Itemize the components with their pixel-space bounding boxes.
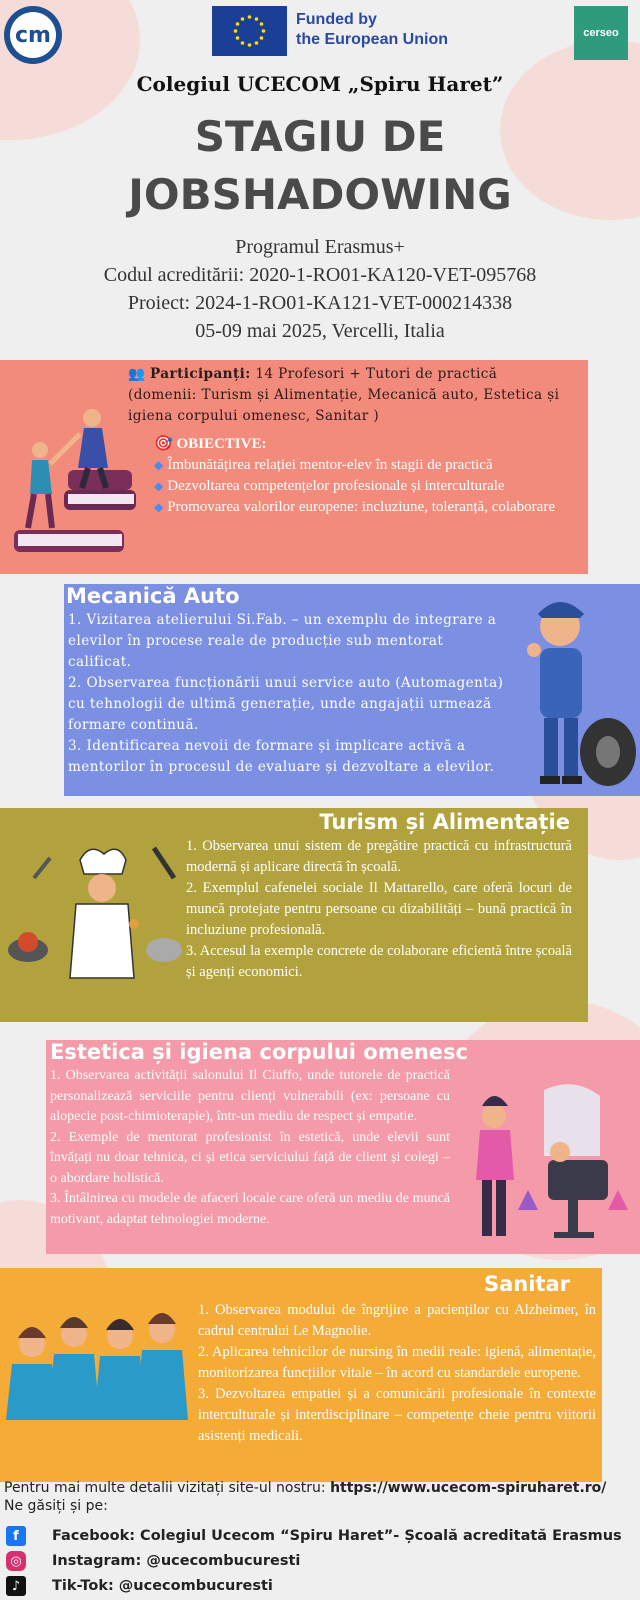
tiktok-icon: ♪ [6, 1576, 26, 1596]
instagram-label[interactable]: Instagram: @ucecombucuresti [52, 1553, 301, 1569]
mecanica-item: 1. Vizitarea atelierului Si.Fab. – un exemplu de integrare a elevilor în procese reale de producție sub mentorat calificat. [68, 612, 497, 670]
sanitar-item: 1. Observarea modului de îngrijire a pacienților cu Alzheimer, în cadrul centrului Le Magnolie. [198, 1302, 596, 1339]
mecanica-title: Mecanică Auto [66, 584, 240, 608]
program-name: Programul Erasmus+ [235, 236, 405, 258]
sanitar-panel [0, 1268, 602, 1482]
turism-text [186, 836, 572, 983]
eu-flag-icon [212, 6, 287, 56]
facebook-label[interactable]: Facebook: Colegiul Ucecom “Spiru Haret”- Școală acreditată Erasmus [52, 1528, 622, 1544]
page-title [0, 108, 640, 224]
sanitar-item: 2. Aplicarea tehnicilor de nursing în medii reale: igienă, alimentație, monitorizarea funcțiilor vitale – în acord cu standardele europene. [198, 1344, 596, 1381]
event-dates: 05-09 mai 2025, Vercelli, Italia [195, 320, 445, 342]
title-line-1: STAGIU DE [194, 112, 446, 161]
instagram-row[interactable] [6, 1551, 300, 1571]
mecanica-item: 3. Identificarea nevoii de formare și implicare activă a mentorilor în procesul de evaluare și dezvoltare a elevilor. [68, 738, 495, 775]
participants-detail: 14 Profesori + Tutori de practică (domenii: Turism și Alimentație, Mecanică auto, Estetica și igiena corpului omenesc, Sanitar ) [128, 366, 560, 424]
participants-panel [0, 360, 588, 574]
target-icon: 🎯 [154, 436, 177, 452]
website-link[interactable]: https://www.ucecom-spiruharet.ro/ [330, 1480, 607, 1496]
mecanica-text [68, 610, 510, 778]
nurses-illustration [2, 1304, 194, 1424]
eu-line-2: the European Union [296, 31, 448, 48]
more-details-line [4, 1480, 640, 1496]
estetica-panel [46, 1040, 640, 1254]
mecanica-auto-panel [64, 584, 640, 796]
more-details-text: Pentru mai multe detalii vizitați site-ul nostru: [4, 1480, 331, 1496]
sanitar-text [198, 1300, 596, 1447]
accreditation-code: Codul acreditării: 2020-1-RO01-KA120-VET-095768 [103, 264, 537, 286]
participants-text [128, 364, 568, 427]
mechanic-illustration [500, 592, 640, 792]
participants-label: Participanți: [150, 366, 251, 382]
facebook-icon: f [6, 1526, 26, 1546]
instagram-icon: ◎ [6, 1551, 26, 1571]
sanitar-title: Sanitar [483, 1272, 570, 1296]
turism-item: 2. Exemplul cafenelei sociale Il Mattarello, care oferă locuri de muncă protejate pentru persoane cu dizabilități – bună practică în incluziune profesională. [186, 880, 572, 938]
objective-item: ◆ Dezvoltarea competențelor profesionale și interculturale [154, 478, 505, 494]
chef-illustration [4, 838, 190, 988]
school-logo-text: cm [10, 12, 56, 58]
school-logo [4, 6, 62, 64]
objectives-heading: 🎯 OBIECTIVE: [154, 436, 267, 452]
objective-item: ◆ Promovarea valorilor europene: incluziune, toleranță, colaborare [154, 499, 555, 515]
turism-title: Turism și Alimentație [319, 810, 570, 834]
title-line-2: JOBSHADOWING [128, 170, 512, 219]
diamond-icon: ◆ [154, 500, 164, 514]
estetica-item: 3. Întâlnirea cu modele de afaceri locale care oferă un mediu de muncă motivant, adaptat tehnologiei moderne. [50, 1191, 450, 1227]
mecanica-item: 2. Observarea funcționării unui service auto (Automagenta) cu tehnologii de ultimă generație, unde angajații urmează formare continuă. [68, 675, 504, 733]
footer [4, 1480, 640, 1514]
turism-panel [0, 808, 588, 1022]
find-us-text: Ne găsiți și pe: [4, 1498, 108, 1514]
college-name: Colegiul UCECOM „Spiru Haret” [136, 72, 504, 96]
diamond-icon: ◆ [154, 458, 164, 472]
turism-item: 1. Observarea unui sistem de pregătire practică cu infrastructură modernă și aplicare directă în școală. [186, 838, 572, 875]
participants-icon: 👥 [128, 366, 151, 382]
diamond-icon: ◆ [154, 479, 164, 493]
facebook-row[interactable] [6, 1526, 622, 1546]
estetica-item: 2. Exemple de mentorat profesionist în estetică, unde elevii sunt învățați nu doar tehnica, ci și etica serviciului față de client și colegi – o abordare holistică. [50, 1129, 450, 1186]
eu-funding-label [296, 10, 448, 50]
mentoring-illustration [4, 390, 140, 570]
cerseo-logo: cerseo [574, 6, 628, 60]
estetica-item: 1. Observarea activității salonului Il Ciuffo, unde tutorele de practică personalizează serviciile pentru clienți vulnerabili (ex: persoane cu alopecie post-chimioterapie), într-un mediu de respect și empatie. [50, 1068, 450, 1124]
estetica-text [50, 1066, 450, 1230]
objective-item: ◆ Îmbunătățirea relației mentor-elev în stagii de practică [154, 457, 493, 473]
turism-item: 3. Accesul la exemple concrete de colaborare eficientă între școală și agenți economici. [186, 943, 572, 980]
salon-illustration [458, 1080, 638, 1250]
eu-line-1: Funded by [296, 11, 377, 28]
objectives-block [154, 434, 572, 518]
estetica-title: Estetica și igiena corpului omenesc [50, 1040, 468, 1064]
tiktok-row[interactable] [6, 1576, 273, 1596]
sanitar-item: 3. Dezvoltarea empatiei și a comunicării profesionale în contexte interculturale și interdisciplinare – competențe cheie pentru viitorii asistenți medicali. [198, 1386, 596, 1444]
tiktok-label[interactable]: Tik-Tok: @ucecombucuresti [52, 1578, 273, 1594]
project-code: Proiect: 2024-1-RO01-KA121-VET-000214338 [127, 292, 513, 314]
